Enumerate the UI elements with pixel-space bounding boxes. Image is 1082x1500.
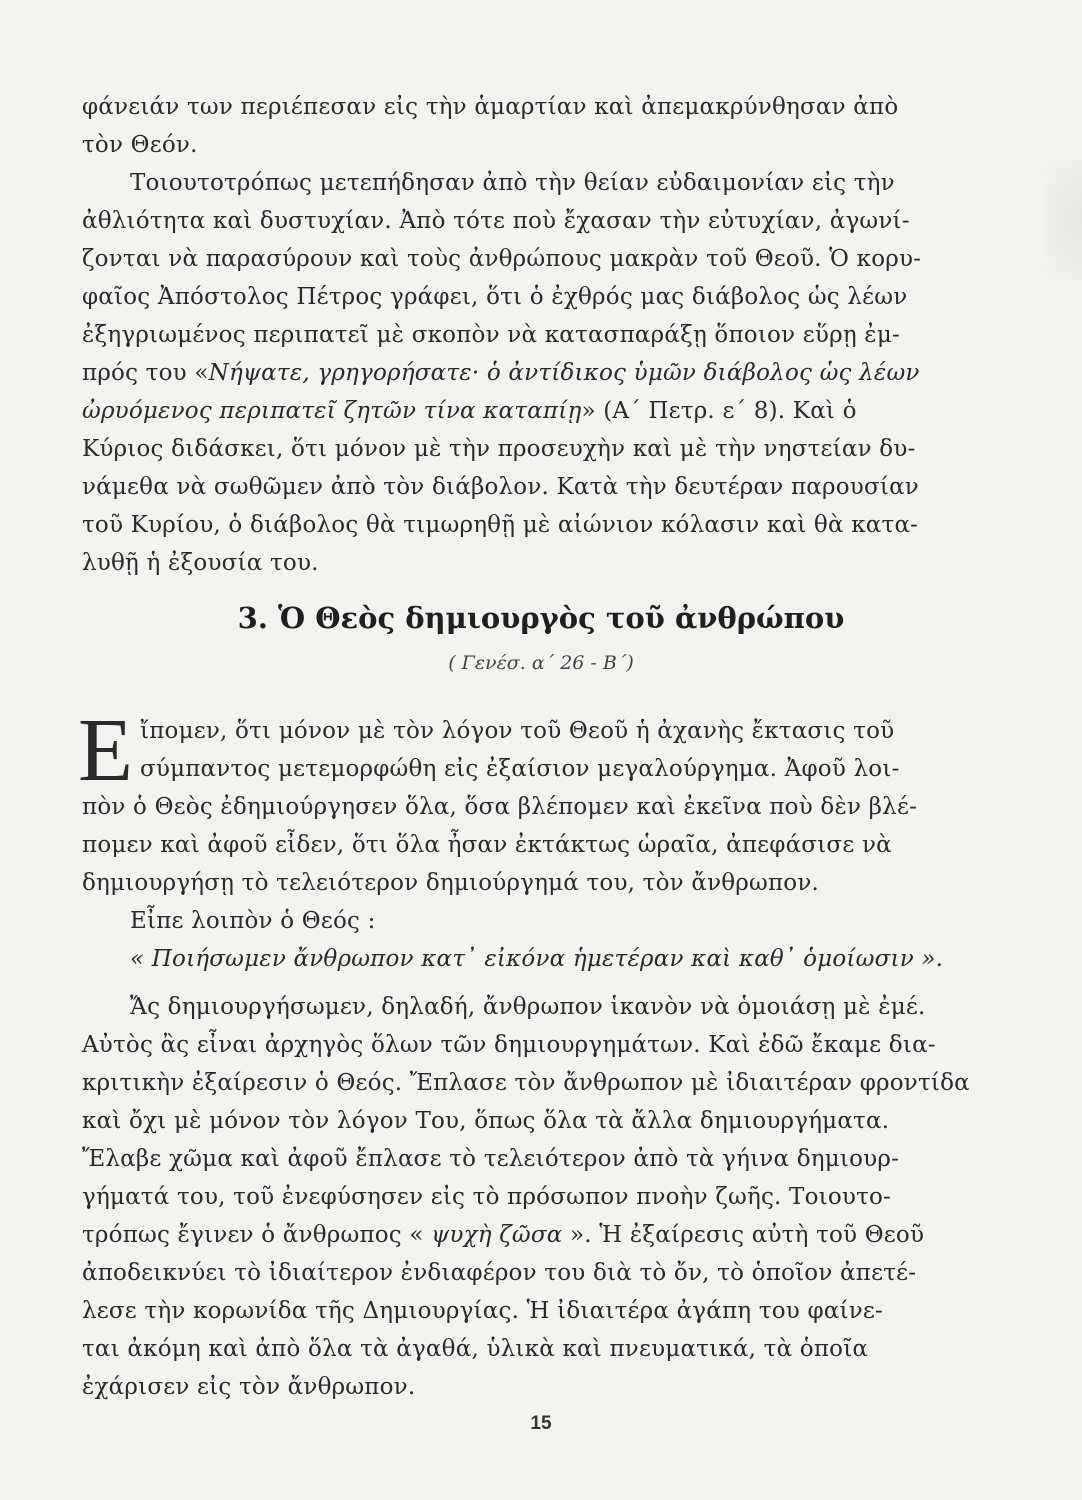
text-line: πομεν καὶ ἀφοῦ εἶδεν, ὅτι ὅλα ἦσαν ἐκτάκτως ὡραῖα, ἀπεφάσισε νὰ	[82, 832, 892, 858]
text-line: ζονται νὰ παρασύρουν καὶ τοὺς ἀνθρώπους μακρὰν τοῦ Θεοῦ. Ὁ κορυ-	[82, 246, 922, 272]
bleed-through-shadow	[1042, 160, 1082, 280]
text-line: φαῖος Ἀπόστολος Πέτρος γράφει, ὅτι ὁ ἐχθρός μας διάβολος ὡς λέων	[82, 284, 908, 310]
text-line: Ἄς δημιουργήσωμεν, δηλαδή, ἄνθρωπον ἱκανὸν νὰ ὁμοιάσῃ μὲ ἐμέ.	[130, 994, 926, 1020]
text-line: κριτικὴν ἐξαίρεσιν ὁ Θεός. Ἔπλασε τὸν ἄνθρωπον μὲ ἰδιαιτέραν φροντίδα	[82, 1070, 970, 1096]
text-line: ἴπομεν, ὅτι μόνον μὲ τὸν λόγον τοῦ Θεοῦ ἡ ἀχανὴς ἔκτασις τοῦ	[140, 718, 895, 744]
section-reference: ( Γενέσ. α΄ 26 - Β΄)	[448, 652, 634, 674]
text-line: σύμπαντος μετεμορφώθη εἰς ἐξαίσιον μεγαλούργημα. Ἀφοῦ λοι-	[140, 756, 900, 782]
text-line-mixed	[82, 396, 857, 426]
text-line: γήματά του, τοῦ ἐνεφύσησεν εἰς τὸ πρόσωπον πνοὴν ζωῆς. Τοιουτο-	[82, 1184, 892, 1210]
text-line: Τοιουτοτρόπως μετεπήδησαν ἀπὸ τὴν θείαν εὐδαιμονίαν εἰς τὴν	[130, 170, 895, 196]
text-line: φάνειάν των περιέπεσαν εἰς τὴν ἁμαρτίαν καὶ ἀπεμακρύνθησαν ἀπὸ	[82, 94, 899, 120]
text-line: τὸν Θεόν.	[82, 132, 198, 158]
text-line: Εἶπε λοιπὸν ὁ Θεός :	[130, 908, 376, 934]
text-line: λεσε τὴν κορωνίδα τῆς Δημιουργίας. Ἡ ἰδιαιτέρα ἀγάπη του φαίνε-	[82, 1298, 883, 1324]
scripture-quote: ψυχὴ ζῶσα	[423, 1222, 571, 1248]
text-line: ἀποδεικνύει τὸ ἰδιαίτερον ἐνδιαφέρον του διὰ τὸ ὄν, τὸ ὁποῖον ἀπετέ-	[82, 1260, 917, 1286]
text-line: δημιουργήσῃ τὸ τελειότερον δημιούργημά του, τὸν ἄνθρωπον.	[82, 870, 820, 896]
text-line: νάμεθα νὰ σωθῶμεν ἀπὸ τὸν διάβολον. Κατὰ τὴν δευτέραν παρουσίαν	[82, 474, 919, 500]
page-number: 15	[530, 1413, 552, 1434]
text-line: ἐχάρισεν εἰς τὸν ἄνθρωπον.	[82, 1374, 416, 1400]
text-run: ». Ἡ ἐξαίρεσις αὐτὴ τοῦ Θεοῦ	[570, 1222, 925, 1248]
text-line: Κύριος διδάσκει, ὅτι μόνον μὲ τὴν προσευχὴν καὶ μὲ τὴν νηστείαν δυ-	[82, 436, 916, 462]
text-line: ἐξηγριωμένος περιπατεῖ μὲ σκοπὸν νὰ κατασπαράξῃ ὅποιον εὕρῃ ἐμ-	[82, 322, 900, 348]
section-title: 3. Ὁ Θεὸς δημιουργὸς τοῦ ἀνθρώπου	[237, 601, 845, 635]
text-line: καὶ ὄχι μὲ μόνον τὸν λόγον Του, ὅπως ὅλα τὰ ἄλλα δημιουργήματα.	[82, 1108, 890, 1134]
text-line-mixed	[82, 358, 920, 388]
text-run: τρόπως ἔγινεν ὁ ἄνθρωπος «	[82, 1222, 424, 1248]
text-line: Ἔλαβε χῶμα καὶ ἀφοῦ ἔπλασε τὸ τελειότερον ἀπὸ τὰ γήινα δημιουρ-	[82, 1146, 900, 1172]
text-line: πὸν ὁ Θεὸς ἐδημιούργησεν ὅλα, ὅσα βλέπομεν καὶ ἐκεῖνα ποὺ δὲν βλέ-	[82, 794, 918, 820]
text-line: λυθῇ ἡ ἐξουσία του.	[82, 550, 319, 576]
scripture-quote: Νήψατε, γρηγορήσατε· ὁ ἀντίδικος ὑμῶν διάβολος ὡς λέων	[208, 360, 920, 386]
text-line: τοῦ Κυρίου, ὁ διάβολος θὰ τιμωρηθῇ μὲ αἰώνιον κόλασιν καὶ θὰ κατα-	[82, 512, 919, 538]
text-run: πρός του «	[82, 360, 209, 386]
text-line: ἀθλιότητα καὶ δυστυχίαν. Ἀπὸ τότε ποὺ ἔχασαν τὴν εὐτυχίαν, ἀγωνί-	[82, 208, 910, 234]
text-line-mixed	[82, 1220, 924, 1250]
scripture-quote: ὠρυόμενος περιπατεῖ ζητῶν τίνα καταπίῃ	[82, 398, 582, 424]
drop-cap: Ε	[78, 701, 133, 800]
scripture-quote: « Ποιήσωμεν ἄνθρωπον κατ᾿ εἰκόνα ἡμετέραν καὶ καθ᾿ ὁμοίωσιν ».	[130, 946, 944, 972]
text-run: » (Α΄ Πετρ. ε΄ 8). Καὶ ὁ	[581, 398, 857, 424]
text-line: Αὐτὸς ἂς εἶναι ἀρχηγὸς ὅλων τῶν δημιουργημάτων. Καὶ ἐδῶ ἔκαμε δια-	[82, 1032, 936, 1058]
text-line: ται ἀκόμη καὶ ἀπὸ ὅλα τὰ ἀγαθά, ὑλικὰ καὶ πνευματικά, τὰ ὁποῖα	[82, 1336, 869, 1362]
